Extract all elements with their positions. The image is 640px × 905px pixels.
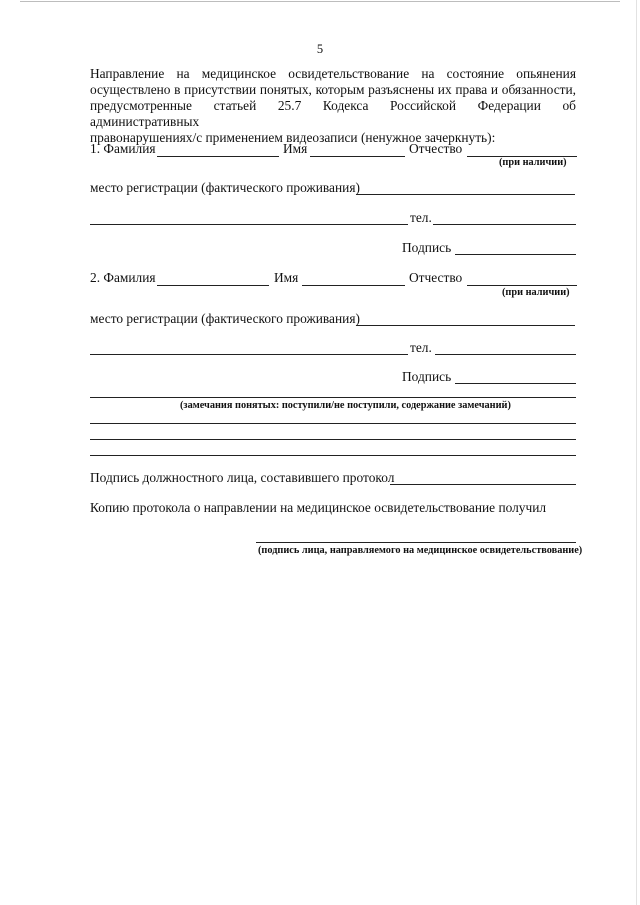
intro-line: Направление на медицинское освидетельствование на состояние опьянения [90,66,576,81]
page-number: 5 [316,42,324,56]
witness1-address-field-2[interactable] [90,224,408,225]
witness1-signature-field[interactable] [455,254,576,255]
remarks-field[interactable] [90,397,576,398]
witness2-signature-field[interactable] [455,383,576,384]
witness1-signature-label: Подпись [402,240,452,255]
witness2-address-label: место регистрации (фактического проживания) [90,311,360,326]
remarks-line[interactable] [90,455,576,456]
official-signature-field[interactable] [390,484,576,485]
witness2-patronymic-field[interactable] [467,285,577,286]
witness1-phone-field[interactable] [433,224,576,225]
witness2-address-field[interactable] [356,325,575,326]
witness1-name-label: Имя [283,141,308,156]
witness2-surname-field[interactable] [157,285,269,286]
copy-received-label: Копию протокола о направлении на медицинское освидетельствование получил [90,500,547,515]
page-right-edge [636,0,637,905]
remarks-caption: (замечания понятых: поступили/не поступили, содержание замечаний) [180,400,511,411]
witness1-phone-label: тел. [410,210,432,225]
recipient-signature-field[interactable] [256,542,576,543]
witness2-patronymic-label: Отчество [409,270,463,285]
witness2-surname-label: 2. Фамилия [90,270,156,285]
intro-line: предусмотренные статьей 25.7 Кодекса Российской Федерации об административных [90,98,576,129]
witness2-if-any-note: (при наличии) [502,287,570,298]
witness2-name-field[interactable] [302,285,405,286]
witness1-patronymic-label: Отчество [409,141,463,156]
witness2-name-label: Имя [274,270,299,285]
witness2-phone-label: тел. [410,340,432,355]
witness1-if-any-note: (при наличии) [499,157,567,168]
witness1-name-field[interactable] [310,156,405,157]
intro-line: правонарушениях/с применением видеозаписи (ненужное зачеркнуть): [90,130,496,145]
witness2-address-field-2[interactable] [90,354,408,355]
remarks-line[interactable] [90,439,576,440]
witness1-address-label: место регистрации (фактического проживания) [90,180,360,195]
witness2-phone-field[interactable] [435,354,576,355]
intro-paragraph [90,66,576,146]
witness1-address-field[interactable] [356,194,575,195]
witness1-surname-label: 1. Фамилия [90,141,156,156]
witness1-surname-field[interactable] [157,156,279,157]
recipient-signature-caption: (подпись лица, направляемого на медицинское освидетельствование) [258,545,583,556]
intro-line: осуществлено в присутствии понятых, которым разъяснены их права и обязанности, [90,82,576,97]
page-top-edge [20,1,620,2]
remarks-line[interactable] [90,423,576,424]
official-signature-label: Подпись должностного лица, составившего протокол [90,470,395,485]
witness2-signature-label: Подпись [402,369,452,384]
